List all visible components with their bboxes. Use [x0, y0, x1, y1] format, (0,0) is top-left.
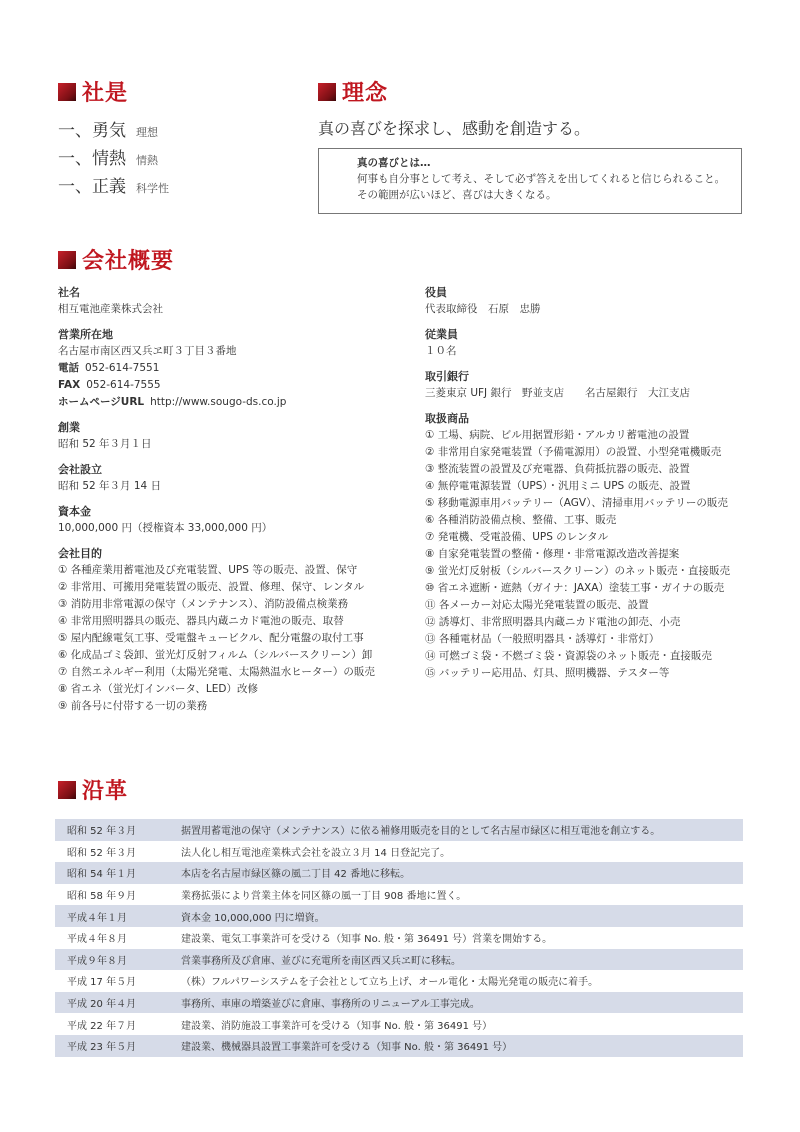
shaze-item-sub: 科学性 [136, 182, 169, 195]
history-event: 建設業、電気工事業許可を受ける（知事 No. 般・第 36491 号）営業を開始する。 [181, 934, 553, 946]
rinen-box-line: その範囲が広いほど、喜びは大きくなる。 [357, 189, 557, 201]
purpose-label: 会社目的 [58, 547, 102, 560]
history-date: 昭和 52 年３月 [67, 847, 137, 859]
bank-label: 取引銀行 [425, 370, 469, 383]
employees-value: １０名 [425, 345, 457, 357]
tel-row [58, 360, 398, 377]
rinen-box [318, 148, 742, 214]
overview-heading [58, 244, 174, 275]
history-row [55, 884, 743, 906]
bank-value: 三菱東京 UFJ 銀行 野並支店 名古屋銀行 大江支店 [425, 387, 690, 399]
company-name: 相互電池産業株式会社 [58, 303, 163, 315]
purpose-item: ⑦ 自然エネルギー利用（太陽光発電、太陽熱温水ヒーター）の販売 [58, 666, 375, 678]
fax-label: FAX [58, 379, 81, 391]
overview-left-column [58, 284, 398, 715]
product-item: ⑪ 各メーカー対応太陽光発電装置の販売、設置 [425, 599, 649, 611]
product-item: ⑤ 移動電源車用バッテリー（AGV）、清掃車用バッテリーの販売 [425, 497, 728, 509]
history-title: 沿革 [82, 779, 129, 804]
homepage-link[interactable]: http://www.sougo-ds.co.jp [150, 396, 287, 408]
product-item: ⑨ 蛍光灯反射板（シルバースクリーン）のネット販売・直接販売 [425, 565, 731, 577]
history-date: 平成 20 年４月 [67, 999, 137, 1011]
rinen-box-title: 真の喜びとは… [357, 157, 431, 169]
established-value: 昭和 52 年３月 14 日 [58, 480, 162, 492]
shaze-item-main: 一、情熱 [58, 149, 126, 169]
history-event: 営業事務所及び倉庫、並びに充電所を南区西又兵ヱ町に移転。 [181, 955, 461, 967]
history-event: （株）フルパワーシステムを子会社として立ち上げ、オール電化・太陽光発電の販売に着手。 [181, 977, 599, 989]
founded-label: 創業 [58, 421, 80, 434]
purpose-item: ⑧ 省エネ（蛍光灯インバータ、LED）改修 [58, 683, 258, 695]
history-event: 業務拡張により営業主体を同区篠の風一丁目 908 番地に置く。 [181, 891, 467, 903]
history-event: 据置用蓄電池の保守（メンテナンス）に依る補修用販売を目的として名古屋市緑区に相互電池を創立する。 [181, 826, 661, 838]
shaze-item [58, 172, 169, 200]
products-label: 取扱商品 [425, 412, 469, 425]
purpose-item: ① 各種産業用蓄電池及び充電装置、UPS 等の販売、設置、保守 [58, 564, 358, 576]
history-event: 資本金 10,000,000 円に増資。 [181, 912, 325, 924]
history-date: 平成 17 年５月 [67, 977, 137, 989]
product-item: ⑭ 可燃ゴミ袋・不燃ゴミ袋・資源袋のネット販売・直接販売 [425, 650, 712, 662]
history-row [55, 905, 743, 927]
history-row [55, 819, 743, 841]
history-date: 昭和 52 年３月 [67, 826, 137, 838]
product-item: ⑧ 自家発電装置の整備・修理・非常電源改造改善提案 [425, 548, 680, 560]
history-heading [58, 774, 128, 805]
shaze-item-sub: 理想 [136, 126, 158, 139]
product-item: ① 工場、病院、ビル用据置形鉛・アルカリ蓄電池の設置 [425, 429, 690, 441]
purpose-item: ④ 非常用照明器具の販売、器具内蔵ニカド電池の販売、取替 [58, 615, 344, 627]
founded-value: 昭和 52 年３月１日 [58, 438, 152, 450]
heading-mark-icon [58, 781, 76, 799]
history-event: 本店を名古屋市緑区篠の風二丁目 42 番地に移転。 [181, 869, 411, 881]
shaze-title: 社是 [82, 81, 129, 106]
officer-value: 代表取締役 石原 忠勝 [425, 303, 541, 315]
product-item: ④ 無停電電源装置（UPS）・汎用ミニ UPS の販売、設置 [425, 480, 691, 492]
homepage-label: ホームページURL [58, 396, 145, 408]
history-date: 平成９年８月 [67, 955, 127, 967]
history-row [55, 970, 743, 992]
history-row [55, 1013, 743, 1035]
officer-label: 役員 [425, 286, 447, 299]
office-label: 営業所在地 [58, 328, 113, 341]
tel-value: 052-614-7551 [85, 362, 160, 374]
product-item: ③ 整流装置の設置及び充電器、負荷抵抗器の販売、設置 [425, 463, 690, 475]
product-item: ② 非常用自家発電装置（予備電源用）の設置、小型発電機販売 [425, 446, 722, 458]
rinen-heading [318, 76, 388, 107]
overview-right-column [425, 284, 765, 682]
history-table [55, 819, 743, 1057]
history-event: 事務所、車庫の増築並びに倉庫、事務所のリニューアル工事完成。 [181, 999, 480, 1011]
shaze-item-main: 一、勇気 [58, 121, 126, 141]
capital-label: 資本金 [58, 505, 91, 518]
shaze-item [58, 144, 169, 172]
capital-value: 10,000,000 円（授権資本 33,000,000 円） [58, 522, 273, 534]
history-date: 平成４年１月 [67, 912, 127, 924]
history-date: 昭和 58 年９月 [67, 891, 137, 903]
purpose-item: ⑤ 屋内配線電気工事、受電盤キュービクル、配分電盤の取付工事 [58, 632, 364, 644]
history-row [55, 949, 743, 971]
address: 名古屋市南区西又兵ヱ町３丁目３番地 [58, 345, 237, 357]
rinen-statement: 真の喜びを探求し、感動を創造する。 [318, 119, 591, 138]
fax-row [58, 377, 398, 394]
history-row [55, 841, 743, 863]
company-name-label: 社名 [58, 286, 80, 299]
shaze-item [58, 116, 169, 144]
history-event: 建設業、機械器具設置工事業許可を受ける（知事 No. 般・第 36491 号） [181, 1042, 513, 1054]
fax-value: 052-614-7555 [86, 379, 161, 391]
history-row [55, 992, 743, 1014]
history-date: 平成 22 年７月 [67, 1020, 137, 1032]
history-date: 平成 23 年５月 [67, 1042, 137, 1054]
purpose-item: ③ 消防用非常電源の保守（メンテナンス）、消防設備点検業務 [58, 598, 349, 610]
heading-mark-icon [58, 251, 76, 269]
established-label: 会社設立 [58, 463, 102, 476]
purpose-item: ⑨ 前各号に付帯する一切の業務 [58, 700, 208, 712]
product-item: ⑬ 各種電材品（一般照明器具・誘導灯・非常灯） [425, 633, 660, 645]
shaze-heading [58, 76, 128, 107]
history-date: 昭和 54 年１月 [67, 869, 137, 881]
purpose-item: ② 非常用、可搬用発電装置の販売、設置、修理、保守、レンタル [58, 581, 365, 593]
history-event: 建設業、消防施設工事業許可を受ける（知事 No. 般・第 36491 号） [181, 1020, 493, 1032]
product-item: ⑩ 省エネ遮断・遮熱（ガイナ：JAXA）塗装工事・ガイナの販売 [425, 582, 725, 594]
history-date: 平成４年８月 [67, 934, 127, 946]
product-item: ⑮ バッテリー応用品、灯具、照明機器、テスター等 [425, 667, 670, 679]
purpose-item: ⑥ 化成品ゴミ袋卸、蛍光灯反射フィルム（シルバースクリーン）卸 [58, 649, 373, 661]
product-item: ⑫ 誘導灯、非常照明器具内蔵ニカド電池の卸売、小売 [425, 616, 681, 628]
rinen-title: 理念 [342, 81, 389, 106]
employees-label: 従業員 [425, 328, 458, 341]
overview-title: 会社概要 [82, 249, 175, 274]
tel-label: 電話 [58, 362, 79, 374]
heading-mark-icon [318, 83, 336, 101]
product-item: ⑥ 各種消防設備点検、整備、工事、販売 [425, 514, 617, 526]
history-row [55, 927, 743, 949]
history-row [55, 862, 743, 884]
history-event: 法人化し相互電池産業株式会社を設立３月 14 日登記完了。 [181, 847, 451, 859]
shaze-item-sub: 情熱 [136, 154, 158, 167]
homepage-row [58, 394, 398, 411]
shaze-list [58, 116, 169, 200]
rinen-box-line: 何事も自分事として考え、そして必ず答えを出してくれると信じられること。 [357, 173, 726, 185]
product-item: ⑦ 発電機、受電設備、UPS のレンタル [425, 531, 609, 543]
heading-mark-icon [58, 83, 76, 101]
history-row [55, 1035, 743, 1057]
shaze-item-main: 一、正義 [58, 177, 126, 197]
